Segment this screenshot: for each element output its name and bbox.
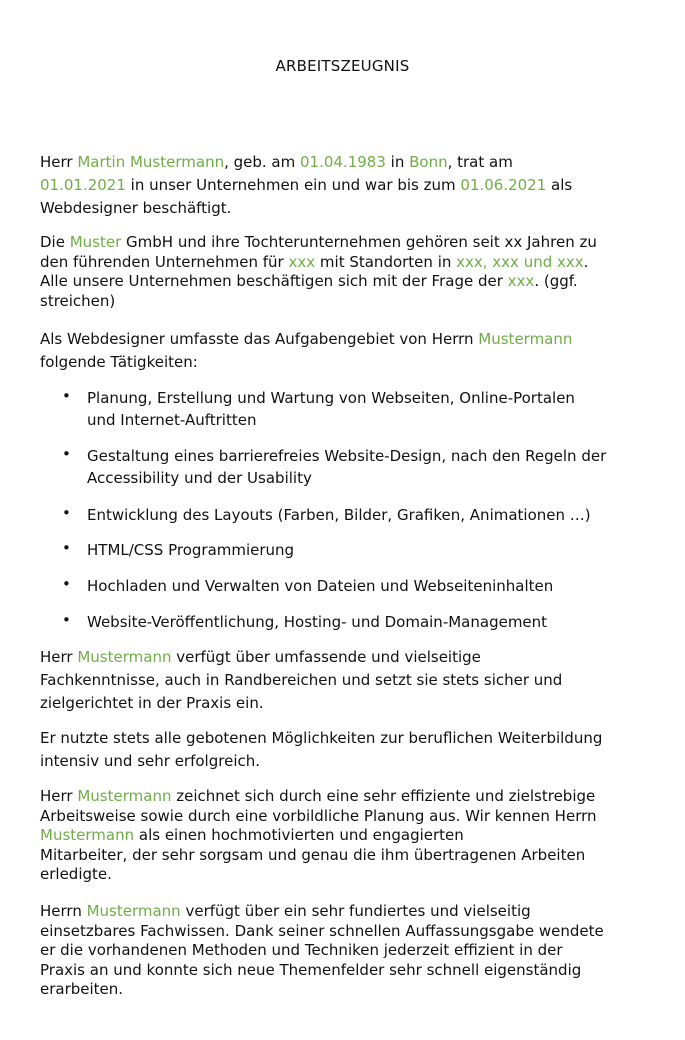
- birth-date: 01.04.1983: [300, 153, 386, 171]
- expertise-line-4: Praxis an und konnte sich neue Themenfelder sehr schnell eigenständig: [40, 960, 582, 979]
- document-title: ARBEITSZEUGNIS: [275, 57, 410, 75]
- task-text-line-2: und Internet-Auftritten: [87, 411, 257, 429]
- employee-name: Martin Mustermann: [77, 153, 225, 171]
- intro-line-3: Webdesigner beschäftigt.: [40, 199, 232, 217]
- locations-placeholder: xxx, xxx und xxx: [456, 252, 584, 271]
- task-text-line-1: Gestaltung eines barrierefreies Website-Design, nach den Regeln der: [87, 447, 607, 465]
- expertise-line-5: erarbeiten.: [40, 980, 124, 998]
- task-text-line-2: Accessibility und der Usability: [87, 469, 312, 487]
- bullet-icon: •: [62, 387, 71, 405]
- work-style-paragraph: [40, 787, 650, 885]
- task-text-line-1: Hochladen und Verwalten von Dateien und Webseiteninhalten: [87, 577, 554, 595]
- knowledge-line-1: Herr Mustermann verfügt über umfassende und vielseitige: [40, 648, 481, 666]
- employee-surname: Mustermann: [478, 330, 573, 348]
- task-text-line-1: HTML/CSS Programmierung: [87, 541, 295, 559]
- task-text-line-1: Website-Veröffentlichung, Hosting- und Domain-Management: [87, 613, 548, 631]
- company-line-3: Alle unsere Unternehmen beschäftigen sich mit der Frage der xxx. (ggf.: [40, 272, 578, 290]
- work-style-line-2: Arbeitsweise sowie durch eine vorbildliche Planung aus. Wir kennen Herrn: [40, 806, 597, 825]
- company-line-1: Die Muster GmbH und ihre Tochterunternehmen gehören seit xx Jahren zu: [40, 233, 597, 251]
- intro-line-2: 01.01.2021 in unser Unternehmen ein und war bis zum 01.06.2021 als: [40, 176, 573, 194]
- work-style-line-3: Mustermann als einen hochmotivierten und engagierten: [40, 826, 464, 844]
- employee-surname: Mustermann: [40, 826, 135, 844]
- work-style-line-5: erledigte.: [40, 865, 112, 883]
- training-line-2: intensiv und sehr erfolgreich.: [40, 752, 261, 770]
- expertise-paragraph: [40, 902, 650, 1000]
- intro-paragraph: [40, 151, 650, 220]
- bullet-icon: •: [62, 539, 71, 557]
- expertise-line-3: er die vorhandenen Methoden und Techniken jederzeit effizient in der: [40, 941, 563, 959]
- expertise-line-2: einsetzbares Fachwissen. Dank seiner schnellen Auffassungsgabe wendete: [40, 921, 604, 940]
- end-date: 01.06.2021: [460, 176, 547, 194]
- tasks-intro-line-1: Als Webdesigner umfasste das Aufgabengebiet von Herrn Mustermann: [40, 330, 573, 348]
- company-name: Muster: [69, 233, 122, 251]
- start-date: 01.01.2021: [40, 176, 126, 194]
- topic-placeholder: xxx: [507, 272, 535, 290]
- task-text-line-1: Entwicklung des Layouts (Farben, Bilder, Grafiken, Animationen …): [87, 506, 591, 524]
- training-line-1: Er nutzte stets alle gebotenen Möglichkeiten zur beruflichen Weiterbildung: [40, 729, 603, 747]
- bullet-icon: •: [62, 575, 71, 593]
- expertise-line-1: Herrn Mustermann verfügt über ein sehr fundiertes und vielseitig: [40, 902, 531, 920]
- employee-surname: Mustermann: [86, 902, 181, 920]
- company-line-4: streichen): [40, 291, 116, 310]
- company-paragraph: [40, 233, 650, 311]
- task-text-line-1: Planung, Erstellung und Wartung von Webseiten, Online-Portalen: [87, 389, 575, 407]
- knowledge-paragraph: [40, 646, 650, 715]
- knowledge-line-3: zielgerichtet in der Praxis ein.: [40, 694, 264, 712]
- bullet-icon: •: [62, 504, 71, 522]
- work-style-line-4: Mitarbeiter, der sehr sorgsam und genau die ihm übertragenen Arbeiten: [40, 845, 586, 864]
- knowledge-line-2: Fachkenntnisse, auch in Randbereichen und setzt sie stets sicher und: [40, 671, 563, 689]
- employee-surname: Mustermann: [77, 648, 172, 666]
- work-style-line-1: Herr Mustermann zeichnet sich durch eine sehr effiziente und zielstrebige: [40, 787, 596, 805]
- industry-placeholder: xxx: [288, 252, 316, 271]
- tasks-intro-paragraph: [40, 328, 650, 374]
- intro-line-1: Herr Martin Mustermann, geb. am 01.04.1983 in Bonn, trat am: [40, 153, 513, 171]
- birth-city: Bonn: [409, 153, 448, 171]
- bullet-icon: •: [62, 445, 71, 463]
- bullet-icon: •: [62, 611, 71, 629]
- tasks-intro-line-2: folgende Tätigkeiten:: [40, 353, 198, 371]
- employee-surname: Mustermann: [77, 787, 172, 805]
- company-line-2: den führenden Unternehmen für xxx mit Standorten in xxx, xxx und xxx.: [40, 252, 589, 271]
- training-paragraph: [40, 727, 650, 773]
